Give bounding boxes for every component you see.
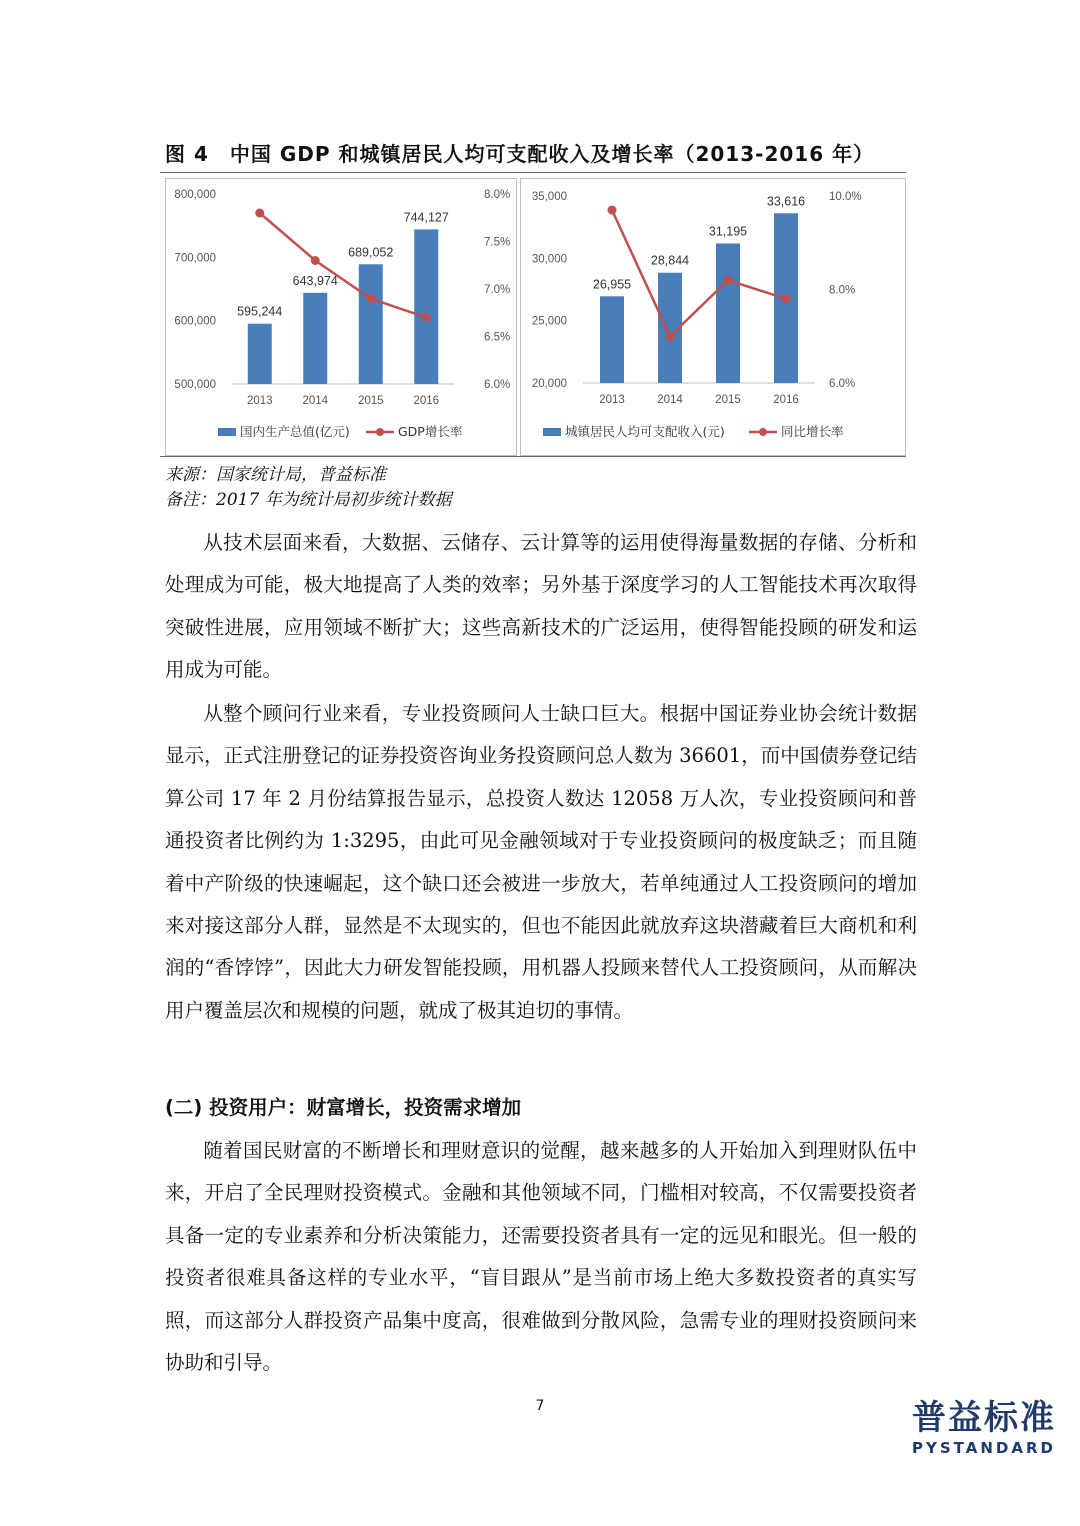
gdp-right-tick: 8.0% — [484, 189, 511, 201]
income-chart-svg — [521, 179, 905, 455]
income-growth-point-2013 — [608, 206, 617, 215]
gdp-chart-svg — [166, 179, 516, 455]
figure-bottom-rule — [160, 456, 906, 457]
paragraph-investors: 随着国民财富的不断增长和理财意识的觉醒，越来越多的人开始加入到理财队伍中来，开启了全民理财投资模式。金融和其他领域不同，门槛相对较高，不仅需要投资者具备一定的专业素养和分析决策能力，还需要投资者具有一定的远见和眼光。但一般的投资者很难具备这样的专业水平，“盲目跟从”是当前市场上绝大多数投资者的真实写照，而这部分人群投资产品集中度高，很难做到分散风险，急需专业的理财投资顾问来协助和引导。 — [165, 1139, 917, 1375]
income-right-tick: 10.0% — [829, 191, 862, 203]
income-legend-line-label: 同比增长率 — [781, 424, 844, 439]
income-growth-point-2015 — [724, 276, 733, 285]
gdp-legend-bar-label: 国内生产总值(亿元) — [240, 424, 350, 439]
gdp-x-tick-2015: 2015 — [357, 395, 384, 407]
income-bar-2015 — [716, 243, 740, 383]
gdp-growth-line — [260, 213, 427, 318]
income-right-tick: 6.0% — [829, 378, 856, 390]
gdp-left-tick: 600,000 — [174, 315, 216, 328]
income-left-tick: 20,000 — [531, 378, 567, 390]
gdp-legend-bar-swatch — [218, 428, 236, 436]
gdp-bar-label-2016: 744,127 — [403, 210, 449, 225]
logo-cn: 普益标准 — [912, 1398, 1056, 1438]
gdp-chart — [165, 178, 517, 456]
gdp-x-tick-2016: 2016 — [413, 395, 440, 407]
figure-source: 来源：国家统计局，普益标准 — [165, 465, 386, 485]
income-chart — [520, 178, 906, 456]
income-left-tick: 35,000 — [531, 191, 567, 203]
gdp-left-tick: 700,000 — [174, 252, 216, 265]
income-growth-point-2014 — [666, 332, 675, 341]
gdp-growth-point-2016 — [422, 313, 431, 322]
gdp-bar-label-2013: 595,244 — [237, 304, 283, 319]
gdp-left-tick: 800,000 — [174, 189, 216, 201]
gdp-x-tick-2013: 2013 — [246, 395, 273, 407]
figure-note: 备注：2017 年为统计局初步统计数据 — [165, 490, 452, 510]
figure-title: 图 4 中国 GDP 和城镇居民人均可支配收入及增长率（2013-2016 年） — [165, 142, 875, 166]
gdp-right-tick: 6.0% — [484, 379, 511, 391]
income-left-tick: 30,000 — [531, 253, 567, 266]
gdp-right-tick: 7.0% — [484, 284, 511, 296]
gdp-growth-point-2013 — [255, 209, 264, 218]
gdp-growth-point-2015 — [366, 294, 375, 303]
income-growth-point-2016 — [782, 294, 791, 303]
gdp-bar-label-2014: 643,974 — [292, 273, 338, 288]
pystandard-logo — [900, 1398, 1068, 1458]
page-number: 7 — [535, 1398, 545, 1414]
income-x-tick-2016: 2016 — [773, 394, 799, 406]
income-x-tick-2015: 2015 — [715, 394, 741, 406]
income-legend-bar-swatch — [543, 428, 561, 436]
gdp-right-tick: 6.5% — [484, 331, 511, 344]
income-growth-line — [612, 210, 786, 336]
income-legend-bar-label: 城镇居民人均可支配收入(元) — [565, 424, 725, 439]
section-heading: (二) 投资用户：财富增长，投资需求增加 — [165, 1096, 522, 1119]
income-bar-label-2013: 26,955 — [592, 277, 632, 292]
paragraph-advisor-gap: 从整个顾问行业来看，专业投资顾问人士缺口巨大。根据中国证券业协会统计数据显示，正式注册登记的证券投资咨询业务投资顾问总人数为 36601，而中国债券登记结算公司 17 年 2 月份结算报告显示，总投资人数达 12058 万人次，专业投资顾问和普通投资者比例约为 1:3295，由此可见金融领域对于专业投资顾问的极度缺乏；而且随着中产阶级的快速崛起，这个缺口还会被进一步放大，若单纯通过人工投资顾问的增加来对接这部分人群，显然是不太现实的，但也不能因此就放弃这块潜藏着巨大商机和利润的“香饽饽”，因此大力研发智能投顾，用机器人投顾来替代人工投资顾问，从而解决用户覆盖层次和规模的问题，就成了极其迫切的事情。 — [165, 702, 917, 1022]
income-bar-2013 — [600, 296, 624, 383]
gdp-growth-point-2014 — [311, 256, 320, 265]
income-bar-label-2016: 33,616 — [766, 194, 806, 209]
gdp-bar-2013 — [248, 324, 272, 384]
income-x-tick-2014: 2014 — [657, 394, 683, 406]
income-left-tick: 25,000 — [531, 315, 567, 328]
logo-en: PYSTANDARD — [912, 1439, 1056, 1457]
income-bar-label-2014: 28,844 — [650, 253, 690, 268]
gdp-left-tick: 500,000 — [174, 379, 216, 391]
gdp-bar-label-2015: 689,052 — [348, 245, 394, 260]
income-bar-label-2015: 31,195 — [708, 224, 748, 239]
gdp-bar-2015 — [359, 264, 383, 384]
gdp-legend-line-marker — [376, 428, 384, 436]
income-right-tick: 8.0% — [829, 284, 856, 297]
gdp-legend-line-label: GDP增长率 — [398, 424, 463, 439]
gdp-bar-2016 — [414, 229, 438, 384]
income-legend-line-marker — [759, 428, 767, 436]
paragraph-technology: 从技术层面来看，大数据、云储存、云计算等的运用使得海量数据的存储、分析和处理成为可能，极大地提高了人类的效率；另外基于深度学习的人工智能技术再次取得突破性进展，应用领域不断扩大；这些高新技术的广泛运用，使得智能投顾的研发和运用成为可能。 — [165, 531, 917, 682]
figure-top-rule — [160, 172, 906, 173]
income-x-tick-2013: 2013 — [599, 394, 625, 406]
gdp-bar-2014 — [303, 293, 327, 384]
gdp-x-tick-2014: 2014 — [302, 395, 329, 407]
gdp-right-tick: 7.5% — [484, 236, 511, 249]
